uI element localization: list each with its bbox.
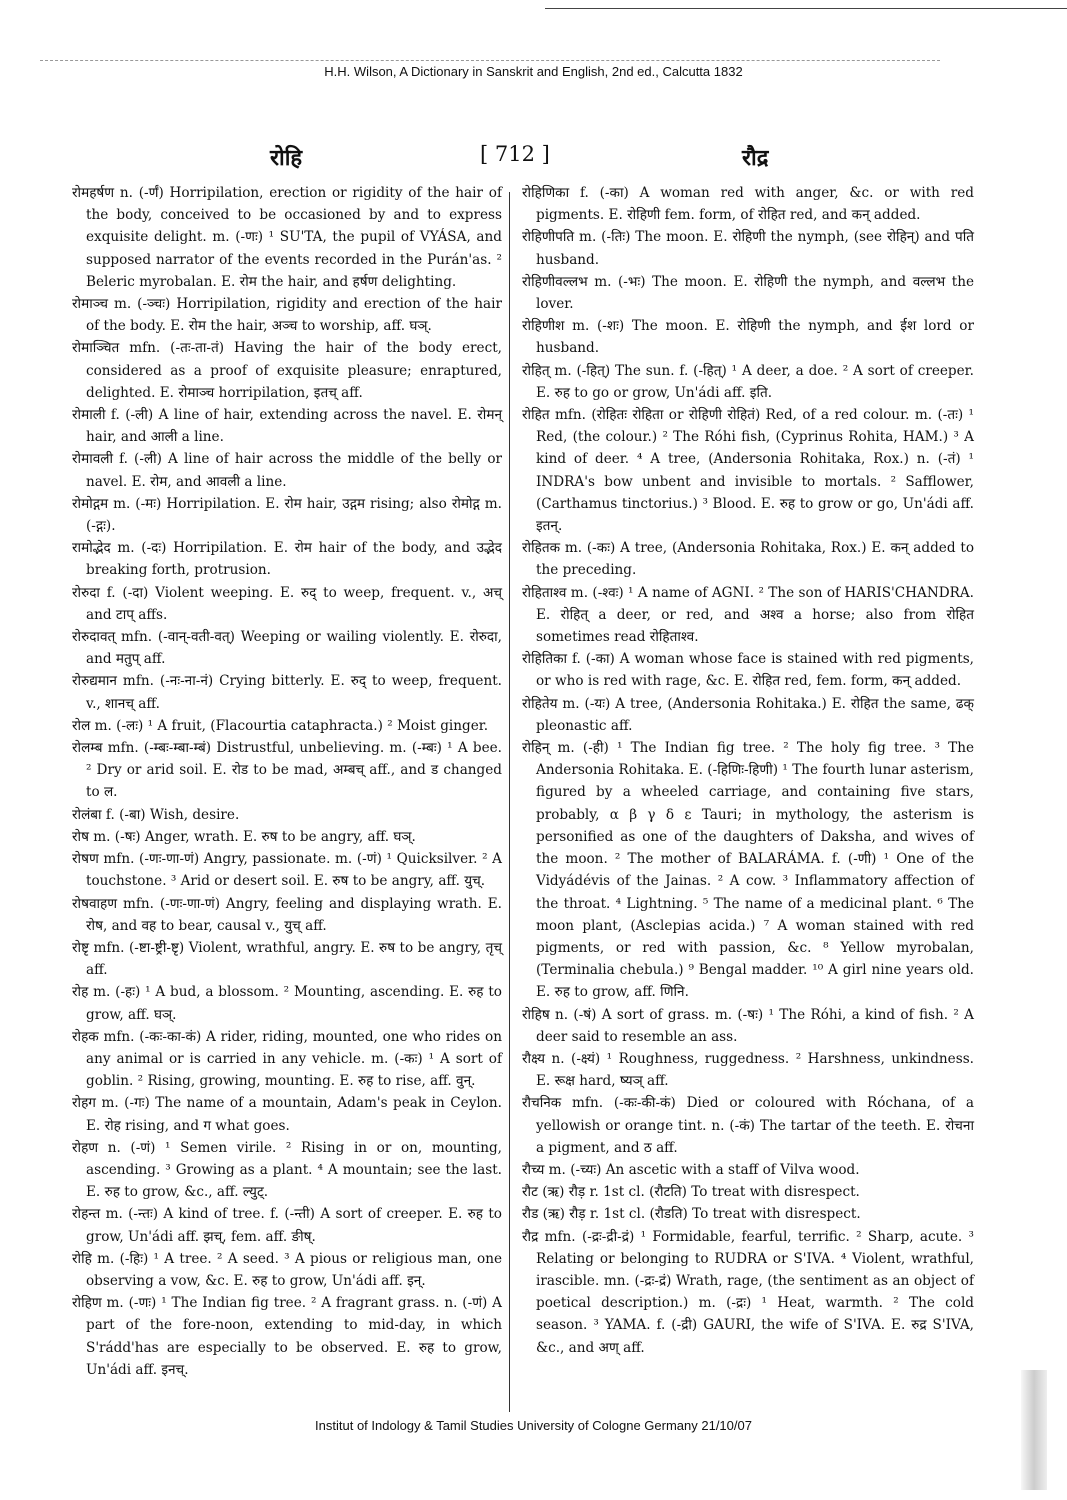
- dictionary-entry: रोमाञ्चित mfn. (-तः-ता-तं) Having the hair of the body erect, considered as a proof of exquisite pleasure; enraptured, delighted. E. रोमाञ्च horripilation, इतच् aff.: [72, 340, 502, 401]
- dictionary-entry: रोरुदावत् mfn. (-वान्-वती-वत्) Weeping or wailing violently. E. रोरुदा, and मतुप् aff.: [72, 629, 502, 668]
- dictionary-entry: रौचनिक mfn. (-कः-की-कं) Died or coloured with Róchana, of a yellowish or orange tint. n. (-कं) The tartar of the teeth. E. रोचना a pigment, and ठ aff.: [522, 1095, 974, 1156]
- dictionary-entry: रौट (ऋ) रौड़ r. 1st cl. (रौटति) To treat with disrespect.: [522, 1184, 860, 1201]
- source-citation: H.H. Wilson, A Dictionary in Sanskrit and English, 2nd ed., Calcutta 1832: [324, 64, 743, 79]
- dictionary-entry: रोहित mfn. (रोहितः रोहिता or रोहिणी रोहितं) Red, of a red colour. m. (-तः) ¹ Red, (the colour.) ² The Róhi fish, (Cyprinus Rohita, HAM.) ³ A kind of deer. ⁴ A tree, (Andersonia Rohitaka, Rox.) n. (-तं) ¹ INDRA's bow unbent and invisible to mortals. ² Safflower, (Carthamus tinctorius.) ³ Blood. E. रुह to grow or go, Un'ádi aff. इतन्.: [522, 407, 974, 535]
- dictionary-entry: रौड (ऋ) रौड़ r. 1st cl. (रौडति) To treat with disrespect.: [522, 1206, 861, 1223]
- dictionary-entry: रोषवाहण mfn. (-णः-णा-णं) Angry, feeling and displaying wrath. E. रोष, and वह to bear, causal v., युच् aff.: [72, 895, 502, 934]
- dictionary-entry: रौद्र mfn. (-द्रः-द्री-द्रं) ¹ Formidable, fearful, terrific. ² Sharp, acute. ³ Relating or belonging to RUDRA or S'IVA. ⁴ Violent, wrathful, irascible. mn. (-द्रः-द्रं) Wrath, rage, (the sentiment as an object of poetical description.) m. (-द्रः) ¹ Heat, warmth. ² The cold season. ³ YAMA. f. (-द्री) GAURI, the wife of S'IVA. E. रुद्र S'IVA, &c., and अण् aff.: [522, 1228, 974, 1356]
- dictionary-entry: रोष m. (-षः) Anger, wrath. E. रुष to be angry, aff. घञ्.: [72, 828, 416, 845]
- dictionary-entry: रोहण n. (-णं) ¹ Semen virile. ² Rising in or on, mounting, ascending. ³ Growing as a plant. ⁴ A mountain; see the last. E. रुह to grow, &c., aff. ल्युट्.: [72, 1139, 502, 1201]
- dictionary-entry: रौच्य m. (-च्यः) An ascetic with a staff of Vilva wood.: [522, 1161, 860, 1178]
- dictionary-entry: रोहिणीपति m. (-तिः) The moon. E. रोहिणी the nymph, (see रोहिन्) and पति husband.: [522, 229, 974, 268]
- dictionary-entry: रोहिणीवल्लभ m. (-भः) The moon. E. रोहिणी the nymph, and वल्लभ the lover.: [522, 273, 974, 313]
- dictionary-entry: रोमावली f. (-ली) A line of hair across the middle of the belly or navel. E. रोम, and आवली a line.: [72, 451, 502, 490]
- dictionary-entry: रोमोद्गम m. (-मः) Horripilation. E. रोम hair, उद्गम rising; also रोमोद्ग m. (-द्गः).: [72, 495, 502, 535]
- column-divider: [509, 192, 510, 1412]
- dictionary-entry: रोहक mfn. (-कः-का-कं) A rider, riding, mounted, one who rides on any animal or is carried in any vehicle. m. (-कः) ¹ A sort of goblin. ² Rising, growing, mounting. E. रुह to rise, aff. वुन्.: [72, 1028, 502, 1090]
- dictionary-entry: रोहि m. (-हिः) ¹ A tree. ² A seed. ³ A pious or religious man, one observing a vow, &c. E. रुह to grow, Un'ádi aff. इन्.: [72, 1250, 502, 1289]
- dictionary-entry: रोहिणीश m. (-शः) The moon. E. रोहिणी the nymph, and ईश lord or husband.: [522, 318, 974, 357]
- left-column: [72, 182, 502, 1381]
- scan-edge-mark: [1021, 1370, 1047, 1490]
- dictionary-entry: रोल m. (-लः) ¹ A fruit, (Flacourtia cataphracta.) ² Moist ginger.: [72, 717, 489, 734]
- scan-top-rule: [545, 8, 1067, 9]
- dictionary-entry: रोहिन् m. (-ही) ¹ The Indian fig tree. ² The holy fig tree. ³ The Andersonia Rohitaka. E. (-हिणिः-हिणी) ¹ The fourth lunar asterism, figured by a wheeled carriage, and containing five stars, probably, α β γ δ ε Tauri; in mythology, the asterism is personified as one of the daughters of Daksha, and wives of the moon. ² The mother of BALARÁMA. f. (-णी) ¹ One of the Vidyádévis of the Jainas. ² A cow. ³ Inflammatory affection of the throat. ⁴ Lightning. ⁵ The name of a medicinal plant. ⁶ The moon plant, (Asclepias acida.) ⁷ A woman stained with red pigments, or red with passion, &c. ⁸ Yellow myrobalan, (Terminalia chebula.) ⁹ Bengal madder. ¹⁰ A girl nine years old. E. रुह to grow, aff. णिनि.: [522, 740, 974, 1001]
- dictionary-entry: रोहिणिका f. (-का) A woman red with anger, &c. or with red pigments. E. रोहिणी fem. form, of रोहित red, and कन् added.: [522, 185, 974, 224]
- dictionary-entry: रोहितिका f. (-का) A woman whose face is stained with red pigments, or who is red with rage, &c. E. रोहित red, fem. form, कन् added.: [522, 651, 974, 690]
- dictionary-entry: रोलम्ब mfn. (-म्बः-म्बा-म्बं) Distrustful, unbelieving. m. (-म्बः) ¹ A bee. ² Dry or arid soil. E. रोड to be mad, अम्बच् aff., and ड changed to ल.: [72, 740, 502, 801]
- running-head-left: रोहि: [270, 145, 303, 171]
- page-number: [ 712 ]: [480, 142, 550, 166]
- dictionary-entry: रोहितेय m. (-यः) A tree, (Andersonia Rohitaka.) E. रोहित the same, ढक् pleonastic aff.: [522, 695, 974, 734]
- dictionary-entry: रोमाली f. (-ली) A line of hair, extending across the navel. E. रोमन् hair, and आली a line.: [72, 407, 502, 446]
- dictionary-entry: रोहिष n. (-षं) A sort of grass. m. (-षः) ¹ The Róhi, a kind of fish. ² A deer said to resemble an ass.: [522, 1006, 974, 1045]
- dictionary-entry: रोहन्त m. (-न्तः) A kind of tree. f. (-न्ती) A sort of creeper. E. रुह to grow, Un'ádi aff. झच्, fem. aff. ङीष्.: [72, 1206, 502, 1245]
- dictionary-entry: रौक्ष्य n. (-क्ष्यं) ¹ Roughness, ruggedness. ² Harshness, unkindness. E. रूक्ष hard, ष्यञ् aff.: [522, 1050, 974, 1090]
- right-column: [522, 182, 974, 1359]
- dictionary-entry: रोह m. (-हः) ¹ A bud, a blossom. ² Mounting, ascending. E. रुह to grow, aff. घञ्.: [72, 984, 502, 1023]
- dictionary-entry: रोष्टृ mfn. (-ष्टा-ष्ट्री-ष्टृ) Violent, wrathful, angry. E. रुष to be angry, तृच् aff.: [72, 939, 502, 979]
- dictionary-entry: रोहिण m. (-णः) ¹ The Indian fig tree. ² A fragrant grass. n. (-णं) A part of the fore-noon, extending to mid-day, in which S'rádd'has are especially to be observed. E. रुह to grow, Un'ádi aff. इनच्.: [72, 1295, 502, 1378]
- scan-dashed-rule: [40, 60, 940, 61]
- dictionary-entry: रोहितक m. (-कः) A tree, (Andersonia Rohitaka, Rox.) E. कन् added to the preceding.: [522, 540, 974, 579]
- dictionary-entry: रोहग m. (-गः) The name of a mountain, Adam's peak in Ceylon. E. रोह rising, and ग what goes.: [72, 1095, 502, 1134]
- scan-footer: Institut of Indology & Tamil Studies University of Cologne Germany 21/10/07: [315, 1418, 752, 1433]
- dictionary-entry: रोरुद्यमान mfn. (-नः-ना-नं) Crying bitterly. E. रुद् to weep, frequent. v., शानच् aff.: [72, 673, 502, 712]
- dictionary-entry: रोषण mfn. (-णः-णा-णं) Angry, passionate. m. (-णं) ¹ Quicksilver. ² A touchstone. ³ Arid or desert soil. E. रुष to be angry, aff. युच्.: [72, 851, 502, 890]
- dictionary-entry: रोलंबा f. (-बा) Wish, desire.: [72, 806, 240, 823]
- dictionary-entry: रामोद्भेद m. (-दः) Horripilation. E. रोम hair of the body, and उद्भेद breaking forth, protrusion.: [72, 540, 502, 579]
- dictionary-entry: रोमहर्षण n. (-र्णं) Horripilation, erection or rigidity of the hair of the body, conceived to be occasioned by and to express exquisite delight. m. (-णः) ¹ SU'TA, the pupil of VYÁSA, and supposed narrator of the events recorded in the Purán'as. ² Beleric myrobalan. E. रोम the hair, and हर्षण delighting.: [72, 185, 502, 290]
- running-head-right: रौद्र: [742, 145, 769, 171]
- dictionary-entry: रोरुदा f. (-दा) Violent weeping. E. रुद् to weep, frequent. v., अच् and टाप् affs.: [72, 584, 502, 623]
- dictionary-entry: रोमाञ्च m. (-ञ्चः) Horripilation, rigidity and erection of the hair of the body. E. रोम the hair, अञ्च to worship, aff. घञ्.: [72, 296, 502, 335]
- dictionary-entry: रोहित् m. (-हित्) The sun. f. (-हित्) ¹ A deer, a doe. ² A sort of creeper. E. रुह to go or grow, Un'ádi aff. इति.: [522, 362, 974, 401]
- dictionary-entry: रोहिताश्व m. (-श्वः) ¹ A name of AGNI. ² The son of HARIS'CHANDRA. E. रोहित् a deer, or red, and अश्व a horse; also from रोहित sometimes read रोहिताश्व.: [522, 584, 974, 646]
